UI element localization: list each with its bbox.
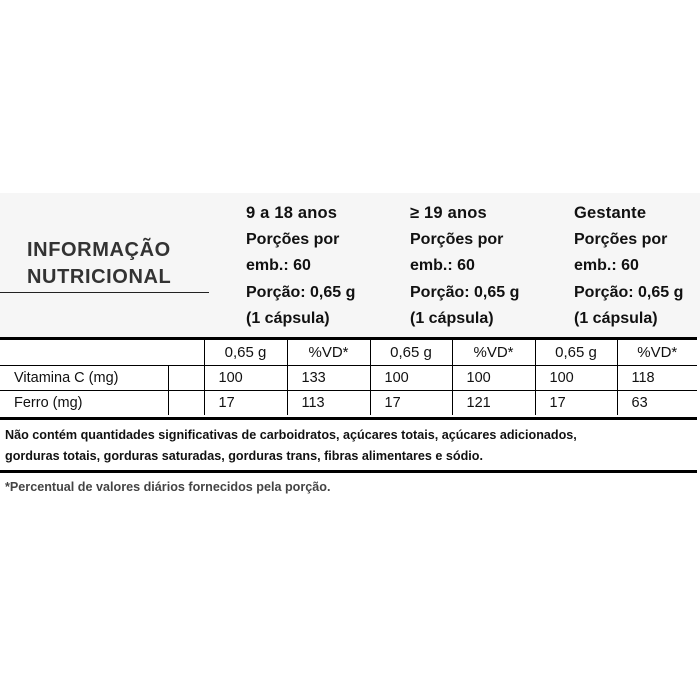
serving-size: Porção: 0,65 g xyxy=(574,283,684,301)
group-name: 9 a 18 anos xyxy=(246,204,338,222)
title-underline xyxy=(0,292,209,293)
empty-cell xyxy=(168,366,204,391)
value-cell: 63 xyxy=(617,391,697,416)
portions-per-package: Porções por xyxy=(574,230,668,248)
group-header-gestante xyxy=(574,200,683,333)
label-title xyxy=(27,237,171,291)
header-cell-portion: 0,65 g xyxy=(535,340,617,366)
title-line-1: INFORMAÇÃO xyxy=(27,239,171,261)
daily-value-footnote: *Percentual de valores diários fornecidos pela porção. xyxy=(5,480,331,494)
value-cell: 100 xyxy=(535,366,617,391)
nutrient-name: Vitamina C (mg) xyxy=(0,366,168,391)
portions-per-package: Porções por xyxy=(410,230,504,248)
header-cell-vd: %VD* xyxy=(617,340,697,366)
header-cell-portion: 0,65 g xyxy=(204,340,287,366)
header-cell-blank xyxy=(0,340,204,366)
value-cell: 118 xyxy=(617,366,697,391)
value-cell: 100 xyxy=(204,366,287,391)
disclaimer-text xyxy=(5,425,695,467)
portions-per-package: Porções por xyxy=(246,230,340,248)
serving-unit: (1 cápsula) xyxy=(246,310,330,327)
table-row xyxy=(0,391,697,416)
value-cell: 133 xyxy=(287,366,370,391)
value-cell: 17 xyxy=(535,391,617,416)
serving-size: Porção: 0,65 g xyxy=(410,283,520,301)
disclaimer-line-2: gorduras totais, gorduras saturadas, gorduras trans, fibras alimentares e sódio. xyxy=(5,449,483,463)
header-cell-vd: %VD* xyxy=(452,340,535,366)
group-name: ≥ 19 anos xyxy=(410,204,487,222)
disclaimer-line-1: Não contém quantidades significativas de carboidratos, açúcares totais, açúcares adicionados, xyxy=(5,428,577,442)
value-cell: 113 xyxy=(287,391,370,416)
header-cell-vd: %VD* xyxy=(287,340,370,366)
table-bottom-rule xyxy=(0,417,697,420)
value-cell: 121 xyxy=(452,391,535,416)
table-row xyxy=(0,366,697,391)
value-cell: 17 xyxy=(370,391,452,416)
value-cell: 100 xyxy=(452,366,535,391)
portions-count: emb.: 60 xyxy=(574,257,639,274)
group-header-9-18 xyxy=(246,200,355,333)
disclaimer-bottom-rule xyxy=(0,470,697,473)
serving-unit: (1 cápsula) xyxy=(574,310,658,327)
group-name: Gestante xyxy=(574,204,647,222)
nutrition-table xyxy=(0,340,697,415)
table-header-row xyxy=(0,340,697,366)
serving-unit: (1 cápsula) xyxy=(410,310,494,327)
header-cell-portion: 0,65 g xyxy=(370,340,452,366)
value-cell: 17 xyxy=(204,391,287,416)
serving-size: Porção: 0,65 g xyxy=(246,283,356,301)
portions-count: emb.: 60 xyxy=(410,257,475,274)
title-line-2: NUTRICIONAL xyxy=(27,266,172,288)
nutrient-name: Ferro (mg) xyxy=(0,391,168,416)
empty-cell xyxy=(168,391,204,416)
value-cell: 100 xyxy=(370,366,452,391)
portions-count: emb.: 60 xyxy=(246,257,311,274)
group-header-19-plus xyxy=(410,200,519,333)
